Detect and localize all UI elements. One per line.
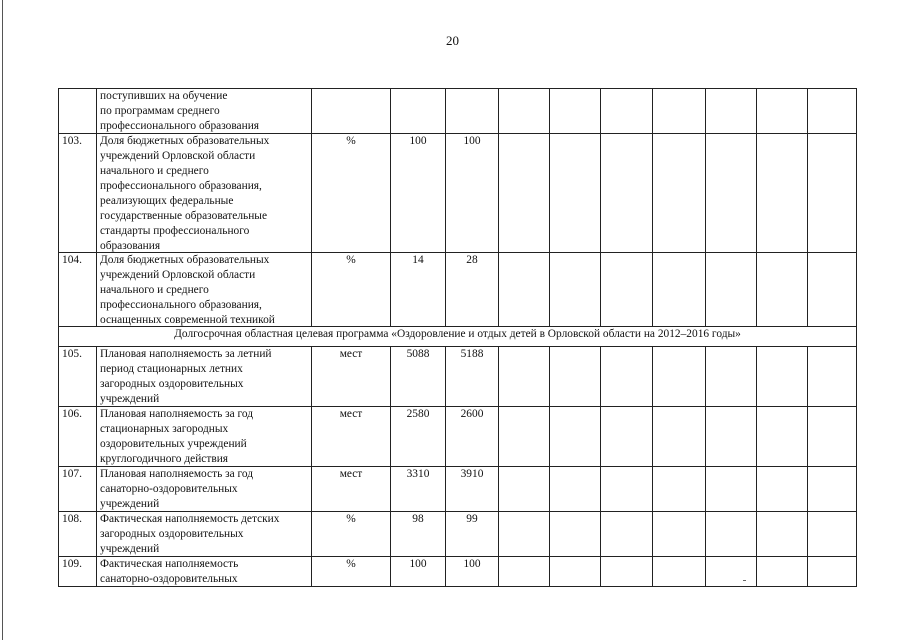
value-cell-2: 2600 xyxy=(446,407,499,467)
indicator-name xyxy=(97,557,312,587)
empty-cell xyxy=(499,512,550,557)
indicators-table xyxy=(58,88,857,587)
indicator-name xyxy=(97,89,312,134)
empty-cell xyxy=(499,557,550,587)
empty-cell xyxy=(706,557,757,587)
empty-cell xyxy=(550,467,601,512)
indicator-name-line: Доля бюджетных образовательных xyxy=(100,135,270,147)
indicator-name-line: стандарты профессионального xyxy=(100,225,250,237)
indicator-name-line: учреждений xyxy=(100,543,160,555)
unit-cell: мест xyxy=(312,407,391,467)
empty-cell xyxy=(808,557,857,587)
value-cell-1: 98 xyxy=(391,512,446,557)
empty-cell xyxy=(499,407,550,467)
empty-cell xyxy=(757,347,808,407)
table-row xyxy=(59,407,857,467)
empty-cell xyxy=(601,134,653,253)
empty-cell xyxy=(601,557,653,587)
scan-speck xyxy=(743,580,746,581)
row-number xyxy=(59,89,97,134)
empty-cell xyxy=(601,253,653,327)
value-cell-1: 5088 xyxy=(391,347,446,407)
empty-cell xyxy=(550,407,601,467)
empty-cell xyxy=(653,467,706,512)
indicator-name xyxy=(97,253,312,327)
value-cell-1: 100 xyxy=(391,134,446,253)
unit-cell: мест xyxy=(312,467,391,512)
value-cell-2: 28 xyxy=(446,253,499,327)
empty-cell xyxy=(757,407,808,467)
table-row xyxy=(59,347,857,407)
empty-cell xyxy=(808,467,857,512)
indicator-name-line: учреждений xyxy=(100,498,160,510)
unit-cell: % xyxy=(312,557,391,587)
unit-cell: % xyxy=(312,253,391,327)
indicator-name-line: стационарных загородных xyxy=(100,423,229,435)
empty-cell xyxy=(499,89,550,134)
empty-cell xyxy=(706,467,757,512)
value-cell-2: 100 xyxy=(446,134,499,253)
empty-cell xyxy=(550,253,601,327)
empty-cell xyxy=(808,512,857,557)
empty-cell xyxy=(601,347,653,407)
value-cell-2: 100 xyxy=(446,557,499,587)
indicator-name-line: период стационарных летних xyxy=(100,363,243,375)
empty-cell xyxy=(808,134,857,253)
section-row xyxy=(59,327,857,347)
empty-cell xyxy=(653,407,706,467)
indicator-name-line: Плановая наполняемость за год xyxy=(100,468,254,480)
indicator-name-line: круглогодичного действия xyxy=(100,453,229,465)
indicator-name-line: поступивших на обучение xyxy=(100,90,228,102)
indicator-name-line: по программам среднего xyxy=(100,105,220,117)
empty-cell xyxy=(653,557,706,587)
section-title: Долгосрочная областная целевая программа «Оздоровление и отдых детей в Орловской области на 2012–2016 годы» xyxy=(59,327,857,347)
empty-cell xyxy=(757,89,808,134)
indicator-name-line: санаторно-оздоровительных xyxy=(100,483,238,495)
indicator-name-line: профессионального образования, xyxy=(100,299,262,311)
indicator-name-line: образования xyxy=(100,240,161,252)
value-cell-1: 2580 xyxy=(391,407,446,467)
empty-cell xyxy=(808,253,857,327)
indicator-name-line: профессионального образования xyxy=(100,120,260,132)
empty-cell xyxy=(706,347,757,407)
indicator-name-line: Доля бюджетных образовательных xyxy=(100,254,270,266)
table-row xyxy=(59,134,857,253)
indicator-name xyxy=(97,407,312,467)
indicator-name-line: загородных оздоровительных xyxy=(100,378,244,390)
unit-cell: % xyxy=(312,134,391,253)
table-row xyxy=(59,467,857,512)
indicator-name-line: загородных оздоровительных xyxy=(100,528,244,540)
empty-cell xyxy=(601,512,653,557)
indicator-name-line: профессионального образования, xyxy=(100,180,262,192)
row-number: 105. xyxy=(59,347,97,407)
indicator-name-line: санаторно-оздоровительных xyxy=(100,573,238,585)
empty-cell xyxy=(601,467,653,512)
row-number: 106. xyxy=(59,407,97,467)
value-cell-1 xyxy=(391,89,446,134)
indicator-name xyxy=(97,467,312,512)
indicator-name-line: оснащенных современной техникой xyxy=(100,314,275,326)
indicator-name-line: начального и среднего xyxy=(100,284,209,296)
empty-cell xyxy=(601,407,653,467)
indicator-name-line: учреждений xyxy=(100,393,160,405)
value-cell-1: 3310 xyxy=(391,467,446,512)
empty-cell xyxy=(757,134,808,253)
empty-cell xyxy=(706,407,757,467)
indicator-name xyxy=(97,347,312,407)
indicator-name-line: начального и среднего xyxy=(100,165,209,177)
unit-cell: мест xyxy=(312,347,391,407)
empty-cell xyxy=(499,134,550,253)
empty-cell xyxy=(706,512,757,557)
empty-cell xyxy=(706,134,757,253)
empty-cell xyxy=(757,467,808,512)
empty-cell xyxy=(706,89,757,134)
empty-cell xyxy=(653,347,706,407)
indicator-name-line: учреждений Орловской области xyxy=(100,269,256,281)
empty-cell xyxy=(706,253,757,327)
indicator-name xyxy=(97,512,312,557)
empty-cell xyxy=(757,557,808,587)
indicator-name-line: учреждений Орловской области xyxy=(100,150,256,162)
empty-cell xyxy=(550,347,601,407)
indicator-name-line: Плановая наполняемость за летний xyxy=(100,348,272,360)
value-cell-2 xyxy=(446,89,499,134)
indicator-name-line: Плановая наполняемость за год xyxy=(100,408,254,420)
empty-cell xyxy=(808,407,857,467)
table-row xyxy=(59,253,857,327)
row-number: 109. xyxy=(59,557,97,587)
empty-cell xyxy=(550,89,601,134)
row-number: 107. xyxy=(59,467,97,512)
table-row xyxy=(59,512,857,557)
unit-cell xyxy=(312,89,391,134)
empty-cell xyxy=(499,467,550,512)
table-row xyxy=(59,89,857,134)
value-cell-2: 5188 xyxy=(446,347,499,407)
value-cell-1: 100 xyxy=(391,557,446,587)
empty-cell xyxy=(653,512,706,557)
value-cell-1: 14 xyxy=(391,253,446,327)
table-row xyxy=(59,557,857,587)
row-number: 104. xyxy=(59,253,97,327)
value-cell-2: 3910 xyxy=(446,467,499,512)
empty-cell xyxy=(757,253,808,327)
empty-cell xyxy=(499,253,550,327)
indicator-name-line: оздоровительных учреждений xyxy=(100,438,247,450)
row-number: 103. xyxy=(59,134,97,253)
empty-cell xyxy=(550,512,601,557)
empty-cell xyxy=(499,347,550,407)
indicator-name-line: Фактическая наполняемость xyxy=(100,558,239,570)
row-number: 108. xyxy=(59,512,97,557)
empty-cell xyxy=(653,134,706,253)
empty-cell xyxy=(653,89,706,134)
empty-cell xyxy=(601,89,653,134)
indicator-name-line: государственные образовательные xyxy=(100,210,268,222)
value-cell-2: 99 xyxy=(446,512,499,557)
unit-cell: % xyxy=(312,512,391,557)
page-number: 20 xyxy=(446,33,459,48)
empty-cell xyxy=(808,347,857,407)
indicator-name-line: Фактическая наполняемость детских xyxy=(100,513,280,525)
indicator-name-line: реализующих федеральные xyxy=(100,195,234,207)
page-edge-line xyxy=(2,0,3,640)
empty-cell xyxy=(550,557,601,587)
empty-cell xyxy=(550,134,601,253)
empty-cell xyxy=(757,512,808,557)
indicator-name xyxy=(97,134,312,253)
empty-cell xyxy=(653,253,706,327)
empty-cell xyxy=(808,89,857,134)
